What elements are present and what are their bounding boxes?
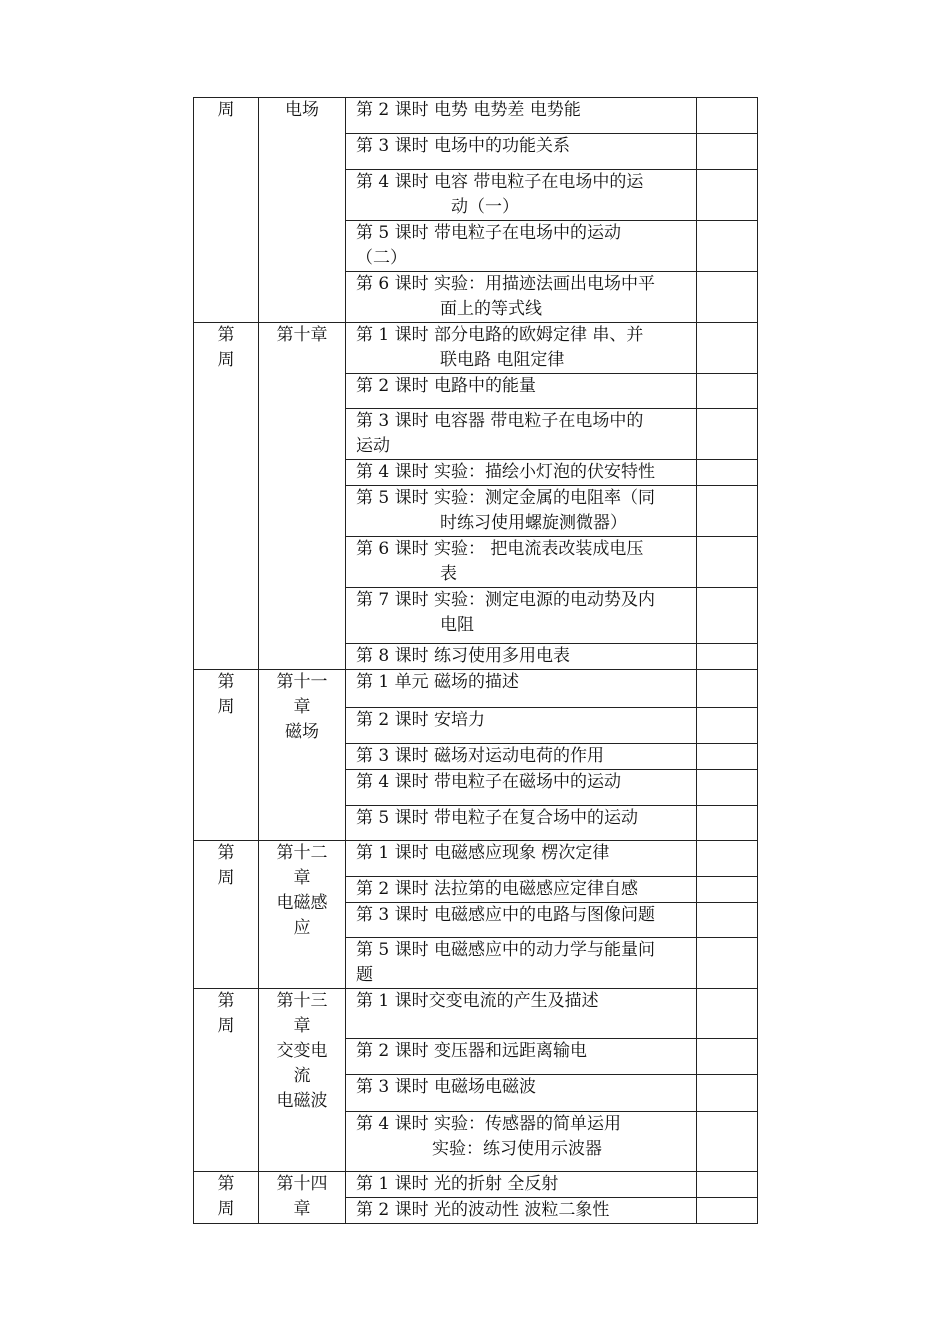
notes-cell (697, 221, 758, 272)
notes-cell (697, 938, 758, 989)
chapter-cell: 第十四 章 (259, 1172, 346, 1224)
table-row (194, 1172, 758, 1198)
notes-cell (697, 903, 758, 938)
notes-cell (697, 409, 758, 460)
lesson-cell: 第 1 课时 光的折射 全反射 (346, 1172, 697, 1198)
lesson-cell: 第 2 课时 电势 电势差 电势能 (346, 98, 697, 134)
lesson-cell: 第 5 课时 带电粒子在复合场中的运动 (346, 806, 697, 841)
notes-cell (697, 770, 758, 806)
notes-cell (697, 841, 758, 877)
chapter-cell: 第十章 (259, 323, 346, 670)
lesson-cell: 第 8 课时 练习使用多用电表 (346, 644, 697, 670)
lesson-cell: 第 4 课时 实验：描绘小灯泡的伏安特性 (346, 460, 697, 486)
lesson-cell: 第 3 课时 电场中的功能关系 (346, 134, 697, 170)
lesson-cell: 第 1 课时 电磁感应现象 楞次定律 (346, 841, 697, 877)
lesson-cell: 第 3 课时 电容器 带电粒子在电场中的 运动 (346, 409, 697, 460)
lesson-cell: 第 4 课时 电容 带电粒子在电场中的运 动（一） (346, 170, 697, 221)
lesson-cell: 第 6 课时 实验： 把电流表改装成电压 表 (346, 537, 697, 588)
lesson-cell: 第 7 课时 实验：测定电源的电动势及内 电阻 (346, 588, 697, 644)
week-cell: 第 周 (194, 1172, 259, 1224)
lesson-cell: 第 2 课时 光的波动性 波粒二象性 (346, 1198, 697, 1224)
week-cell: 第 周 (194, 670, 259, 841)
lesson-cell: 第 2 课时 安培力 (346, 708, 697, 744)
lesson-cell: 第 2 课时 电路中的能量 (346, 374, 697, 409)
lesson-cell: 第 2 课时 变压器和远距离输电 (346, 1039, 697, 1075)
notes-cell (697, 1039, 758, 1075)
notes-cell (697, 806, 758, 841)
lesson-cell: 第 5 课时 电磁感应中的动力学与能量问 题 (346, 938, 697, 989)
lesson-cell: 第 4 课时 带电粒子在磁场中的运动 (346, 770, 697, 806)
lesson-cell: 第 1 课时 部分电路的欧姆定律 串、并 联电路 电阻定律 (346, 323, 697, 374)
chapter-cell: 第十三 章 交变电 流 电磁波 (259, 989, 346, 1172)
notes-cell (697, 744, 758, 770)
notes-cell (697, 1198, 758, 1224)
lesson-cell: 第 3 课时 电磁场电磁波 (346, 1075, 697, 1112)
notes-cell (697, 98, 758, 134)
chapter-cell: 第十一 章 磁场 (259, 670, 346, 841)
lesson-cell: 第 3 课时 磁场对运动电荷的作用 (346, 744, 697, 770)
notes-cell (697, 1172, 758, 1198)
chapter-cell: 第十二 章 电磁感 应 (259, 841, 346, 989)
lesson-cell: 第 5 课时 实验：测定金属的电阻率（同 时练习使用螺旋测微器） (346, 486, 697, 537)
week-cell: 第 周 (194, 323, 259, 670)
table-row (194, 841, 758, 877)
notes-cell (697, 989, 758, 1039)
lesson-cell: 第 1 单元 磁场的描述 (346, 670, 697, 708)
notes-cell (697, 170, 758, 221)
table-row (194, 323, 758, 374)
notes-cell (697, 877, 758, 903)
notes-cell (697, 670, 758, 708)
lesson-cell: 第 2 课时 法拉第的电磁感应定律自感 (346, 877, 697, 903)
lesson-cell: 第 1 课时交变电流的产生及描述 (346, 989, 697, 1039)
notes-cell (697, 1075, 758, 1112)
lesson-cell: 第 6 课时 实验：用描迹法画出电场中平 面上的等式线 (346, 272, 697, 323)
lesson-cell: 第 5 课时 带电粒子在电场中的运动 （二） (346, 221, 697, 272)
notes-cell (697, 374, 758, 409)
schedule-table (193, 97, 758, 1224)
week-cell: 第 周 (194, 989, 259, 1172)
table-row (194, 989, 758, 1039)
notes-cell (697, 134, 758, 170)
chapter-cell: 电场 (259, 98, 346, 323)
lesson-cell: 第 4 课时 实验：传感器的简单运用 实验：练习使用示波器 (346, 1112, 697, 1172)
notes-cell (697, 708, 758, 744)
notes-cell (697, 537, 758, 588)
notes-cell (697, 588, 758, 644)
week-cell: 周 (194, 98, 259, 323)
lesson-cell: 第 3 课时 电磁感应中的电路与图像问题 (346, 903, 697, 938)
notes-cell (697, 486, 758, 537)
table-row (194, 98, 758, 134)
notes-cell (697, 1112, 758, 1172)
table-row (194, 670, 758, 708)
notes-cell (697, 644, 758, 670)
notes-cell (697, 460, 758, 486)
week-cell: 第 周 (194, 841, 259, 989)
notes-cell (697, 272, 758, 323)
notes-cell (697, 323, 758, 374)
